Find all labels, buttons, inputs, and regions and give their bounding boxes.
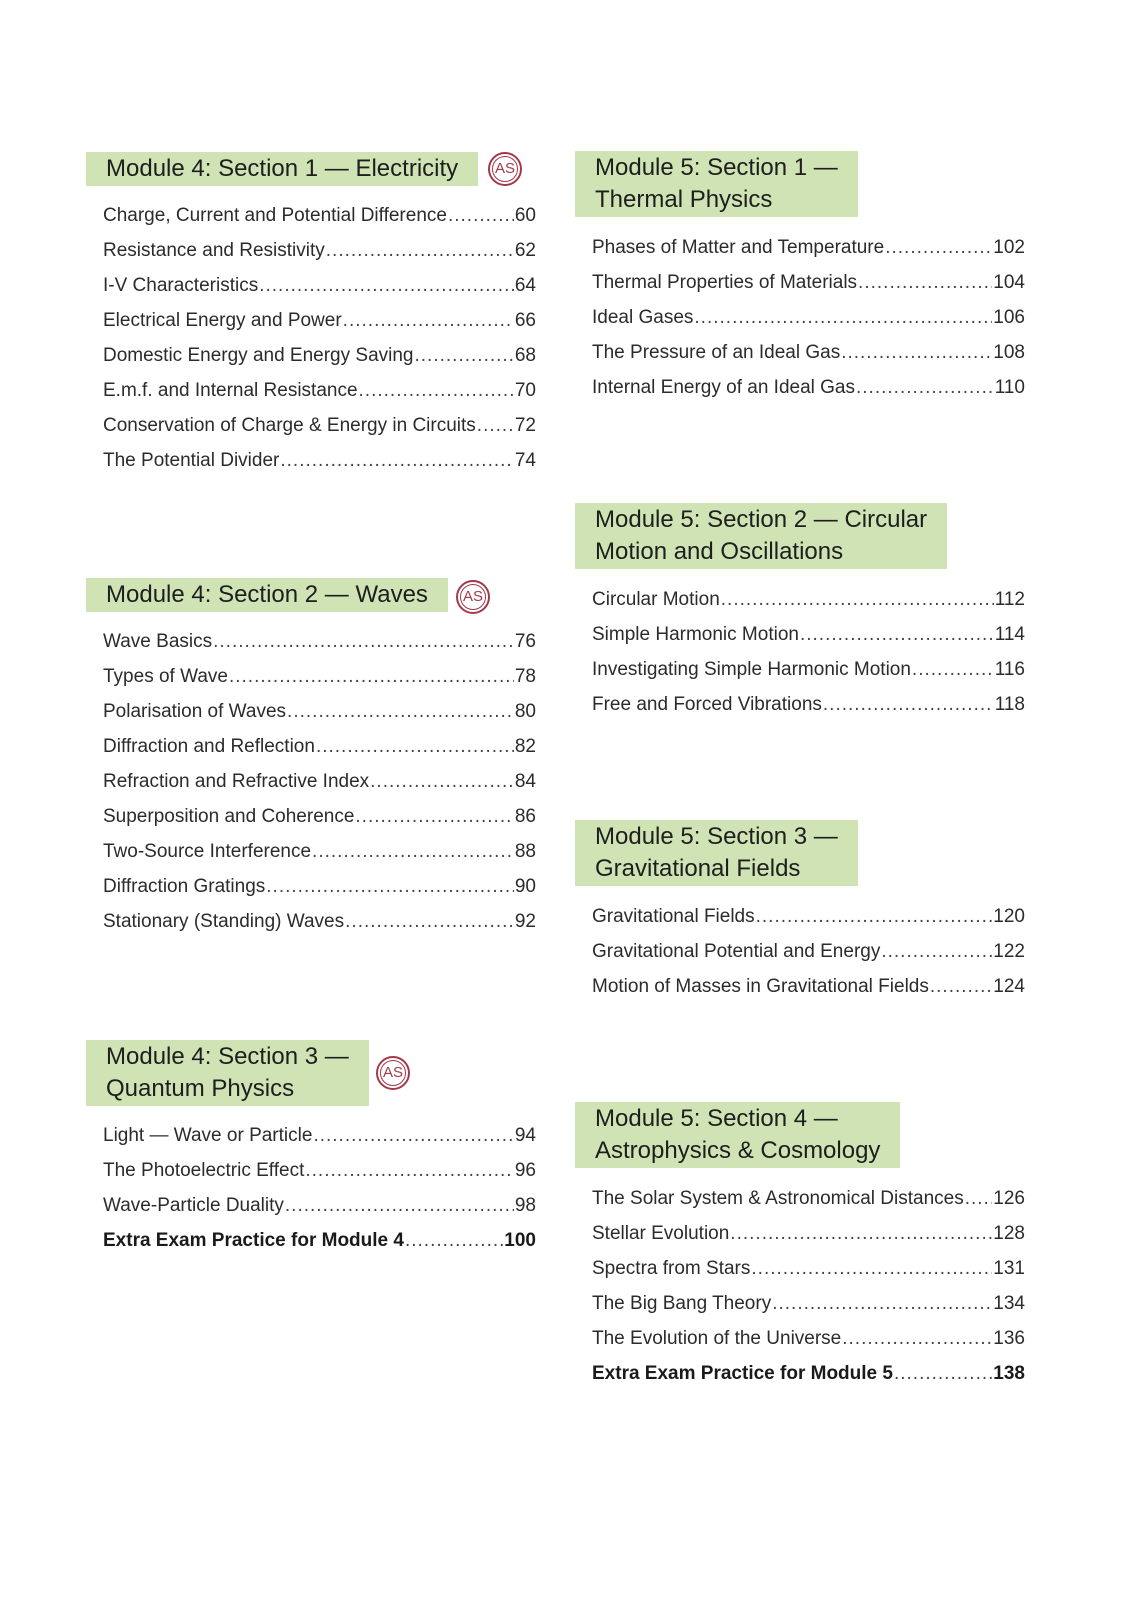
toc-list <box>592 1181 1025 1391</box>
toc-list <box>103 1118 536 1258</box>
toc-entry[interactable]: Light — Wave or Particle ..... 94 <box>103 1118 536 1153</box>
leader-dots <box>885 230 992 265</box>
toc-list <box>592 582 1025 722</box>
toc-list <box>103 198 536 478</box>
toc-entry[interactable]: Superposition and Coherence ..... 86 <box>103 799 536 834</box>
toc-entry[interactable]: Ideal Gases ..... 106 <box>592 300 1025 335</box>
toc-entry[interactable]: The Solar System & Astronomical Distances ..... 126 <box>592 1181 1025 1216</box>
leader-dots <box>694 300 992 335</box>
toc-entry[interactable]: Diffraction and Reflection ..... 82 <box>103 729 536 764</box>
leader-dots <box>370 764 514 799</box>
leader-dots <box>930 969 992 1004</box>
toc-list <box>592 230 1025 405</box>
heading-line: Quantum Physics <box>106 1075 295 1102</box>
leader-dots <box>415 338 514 373</box>
leader-dots <box>965 1181 993 1216</box>
section-m5-s2 <box>575 503 1035 722</box>
toc-entry-extra-practice[interactable]: Extra Exam Practice for Module 4 ..... 100 <box>103 1223 536 1258</box>
toc-entry[interactable]: Types of Wave ..... 78 <box>103 659 536 694</box>
leader-dots <box>894 1356 992 1391</box>
toc-entry[interactable]: Phases of Matter and Temperature ..... 102 <box>592 230 1025 265</box>
toc-entry[interactable]: The Photoelectric Effect ..... 96 <box>103 1153 536 1188</box>
leader-dots <box>841 335 992 370</box>
toc-entry[interactable]: Spectra from Stars ..... 131 <box>592 1251 1025 1286</box>
toc-entry[interactable]: The Big Bang Theory ..... 134 <box>592 1286 1025 1321</box>
as-badge-icon: AS <box>456 580 490 614</box>
toc-entry[interactable]: Circular Motion ..... 112 <box>592 582 1025 617</box>
toc-entry[interactable]: Gravitational Potential and Energy ..... 122 <box>592 934 1025 969</box>
leader-dots <box>229 659 514 694</box>
heading-line: Module 5: Section 3 — <box>595 823 838 850</box>
leader-dots <box>285 1188 514 1223</box>
toc-entry-extra-practice[interactable]: Extra Exam Practice for Module 5 ..... 138 <box>592 1356 1025 1391</box>
toc-entry[interactable]: The Evolution of the Universe ..... 136 <box>592 1321 1025 1356</box>
toc-entry[interactable]: The Pressure of an Ideal Gas ..... 108 <box>592 335 1025 370</box>
toc-entry[interactable]: Conservation of Charge & Energy in Circuits ..... 72 <box>103 408 536 443</box>
leader-dots <box>359 373 514 408</box>
toc-entry[interactable]: I-V Characteristics ..... 64 <box>103 268 536 303</box>
leader-dots <box>912 652 994 687</box>
heading-line: Motion and Oscillations <box>595 538 844 565</box>
section-m5-s1 <box>575 151 1035 405</box>
leader-dots <box>345 904 514 939</box>
heading-line: Module 5: Section 2 — Circular <box>595 506 928 533</box>
heading-line: Module 5: Section 1 — <box>595 154 838 181</box>
heading-line: Module 4: Section 2 — Waves <box>106 581 428 608</box>
section-m5-s3 <box>575 820 1035 1004</box>
toc-entry[interactable]: Resistance and Resistivity ..... 62 <box>103 233 536 268</box>
toc-entry[interactable]: Domestic Energy and Energy Saving ..... 68 <box>103 338 536 373</box>
leader-dots <box>856 370 994 405</box>
toc-entry[interactable]: Stationary (Standing) Waves ..... 92 <box>103 904 536 939</box>
leader-dots <box>721 582 994 617</box>
toc-entry[interactable]: Free and Forced Vibrations ..... 118 <box>592 687 1025 722</box>
leader-dots <box>405 1223 503 1258</box>
section-heading <box>575 151 858 217</box>
toc-entry[interactable]: Two-Source Interference ..... 88 <box>103 834 536 869</box>
leader-dots <box>259 268 514 303</box>
as-badge-icon: AS <box>376 1056 410 1090</box>
toc-entry[interactable]: Electrical Energy and Power ..... 66 <box>103 303 536 338</box>
toc-entry[interactable]: Diffraction Gratings ..... 90 <box>103 869 536 904</box>
heading-line: Astrophysics & Cosmology <box>595 1137 881 1164</box>
toc-entry[interactable]: The Potential Divider ..... 74 <box>103 443 536 478</box>
section-heading <box>86 1040 369 1106</box>
section-heading <box>86 578 448 612</box>
heading-line: Module 4: Section 3 — <box>106 1043 349 1070</box>
leader-dots <box>266 869 514 904</box>
toc-list <box>103 624 536 939</box>
leader-dots <box>313 1118 513 1153</box>
heading-line: Thermal Physics <box>595 186 773 213</box>
leader-dots <box>842 1321 992 1356</box>
leader-dots <box>312 834 514 869</box>
leader-dots <box>287 694 514 729</box>
leader-dots <box>823 687 994 722</box>
toc-entry[interactable]: Thermal Properties of Materials ..... 104 <box>592 265 1025 300</box>
toc-entry[interactable]: Investigating Simple Harmonic Motion ..... 116 <box>592 652 1025 687</box>
toc-entry[interactable]: Motion of Masses in Gravitational Fields ..... 124 <box>592 969 1025 1004</box>
leader-dots <box>858 265 992 300</box>
section-heading <box>86 152 478 186</box>
toc-entry[interactable]: Simple Harmonic Motion ..... 114 <box>592 617 1025 652</box>
leader-dots <box>305 1153 513 1188</box>
toc-entry[interactable]: Wave-Particle Duality ..... 98 <box>103 1188 536 1223</box>
section-heading <box>575 820 858 886</box>
toc-entry[interactable]: E.m.f. and Internal Resistance ..... 70 <box>103 373 536 408</box>
toc-entry[interactable]: Charge, Current and Potential Difference ..... 60 <box>103 198 536 233</box>
leader-dots <box>343 303 514 338</box>
section-heading <box>575 503 947 569</box>
heading-line: Module 4: Section 1 — Electricity <box>106 155 459 182</box>
leader-dots <box>213 624 514 659</box>
heading-line: Module 5: Section 4 — <box>595 1105 838 1132</box>
leader-dots <box>355 799 513 834</box>
toc-list <box>592 899 1025 1004</box>
as-badge-icon: AS <box>488 152 522 186</box>
leader-dots <box>881 934 992 969</box>
leader-dots <box>756 899 993 934</box>
section-m4-s1 <box>86 152 546 478</box>
leader-dots <box>730 1216 992 1251</box>
section-m5-s4 <box>575 1102 1035 1391</box>
toc-entry[interactable]: Internal Energy of an Ideal Gas ..... 110 <box>592 370 1025 405</box>
leader-dots <box>448 198 514 233</box>
leader-dots <box>280 443 513 478</box>
heading-line: Gravitational Fields <box>595 855 801 882</box>
leader-dots <box>772 1286 992 1321</box>
toc-entry[interactable]: Stellar Evolution ..... 128 <box>592 1216 1025 1251</box>
section-m4-s3 <box>86 1040 546 1258</box>
leader-dots <box>316 729 514 764</box>
section-m4-s2 <box>86 578 546 939</box>
toc-entry[interactable]: Wave Basics ..... 76 <box>103 624 536 659</box>
leader-dots <box>477 408 514 443</box>
toc-entry[interactable]: Polarisation of Waves ..... 80 <box>103 694 536 729</box>
leader-dots <box>326 233 514 268</box>
leader-dots <box>751 1251 992 1286</box>
section-heading <box>575 1102 900 1168</box>
toc-entry[interactable]: Gravitational Fields ..... 120 <box>592 899 1025 934</box>
toc-entry[interactable]: Refraction and Refractive Index ..... 84 <box>103 764 536 799</box>
leader-dots <box>800 617 994 652</box>
